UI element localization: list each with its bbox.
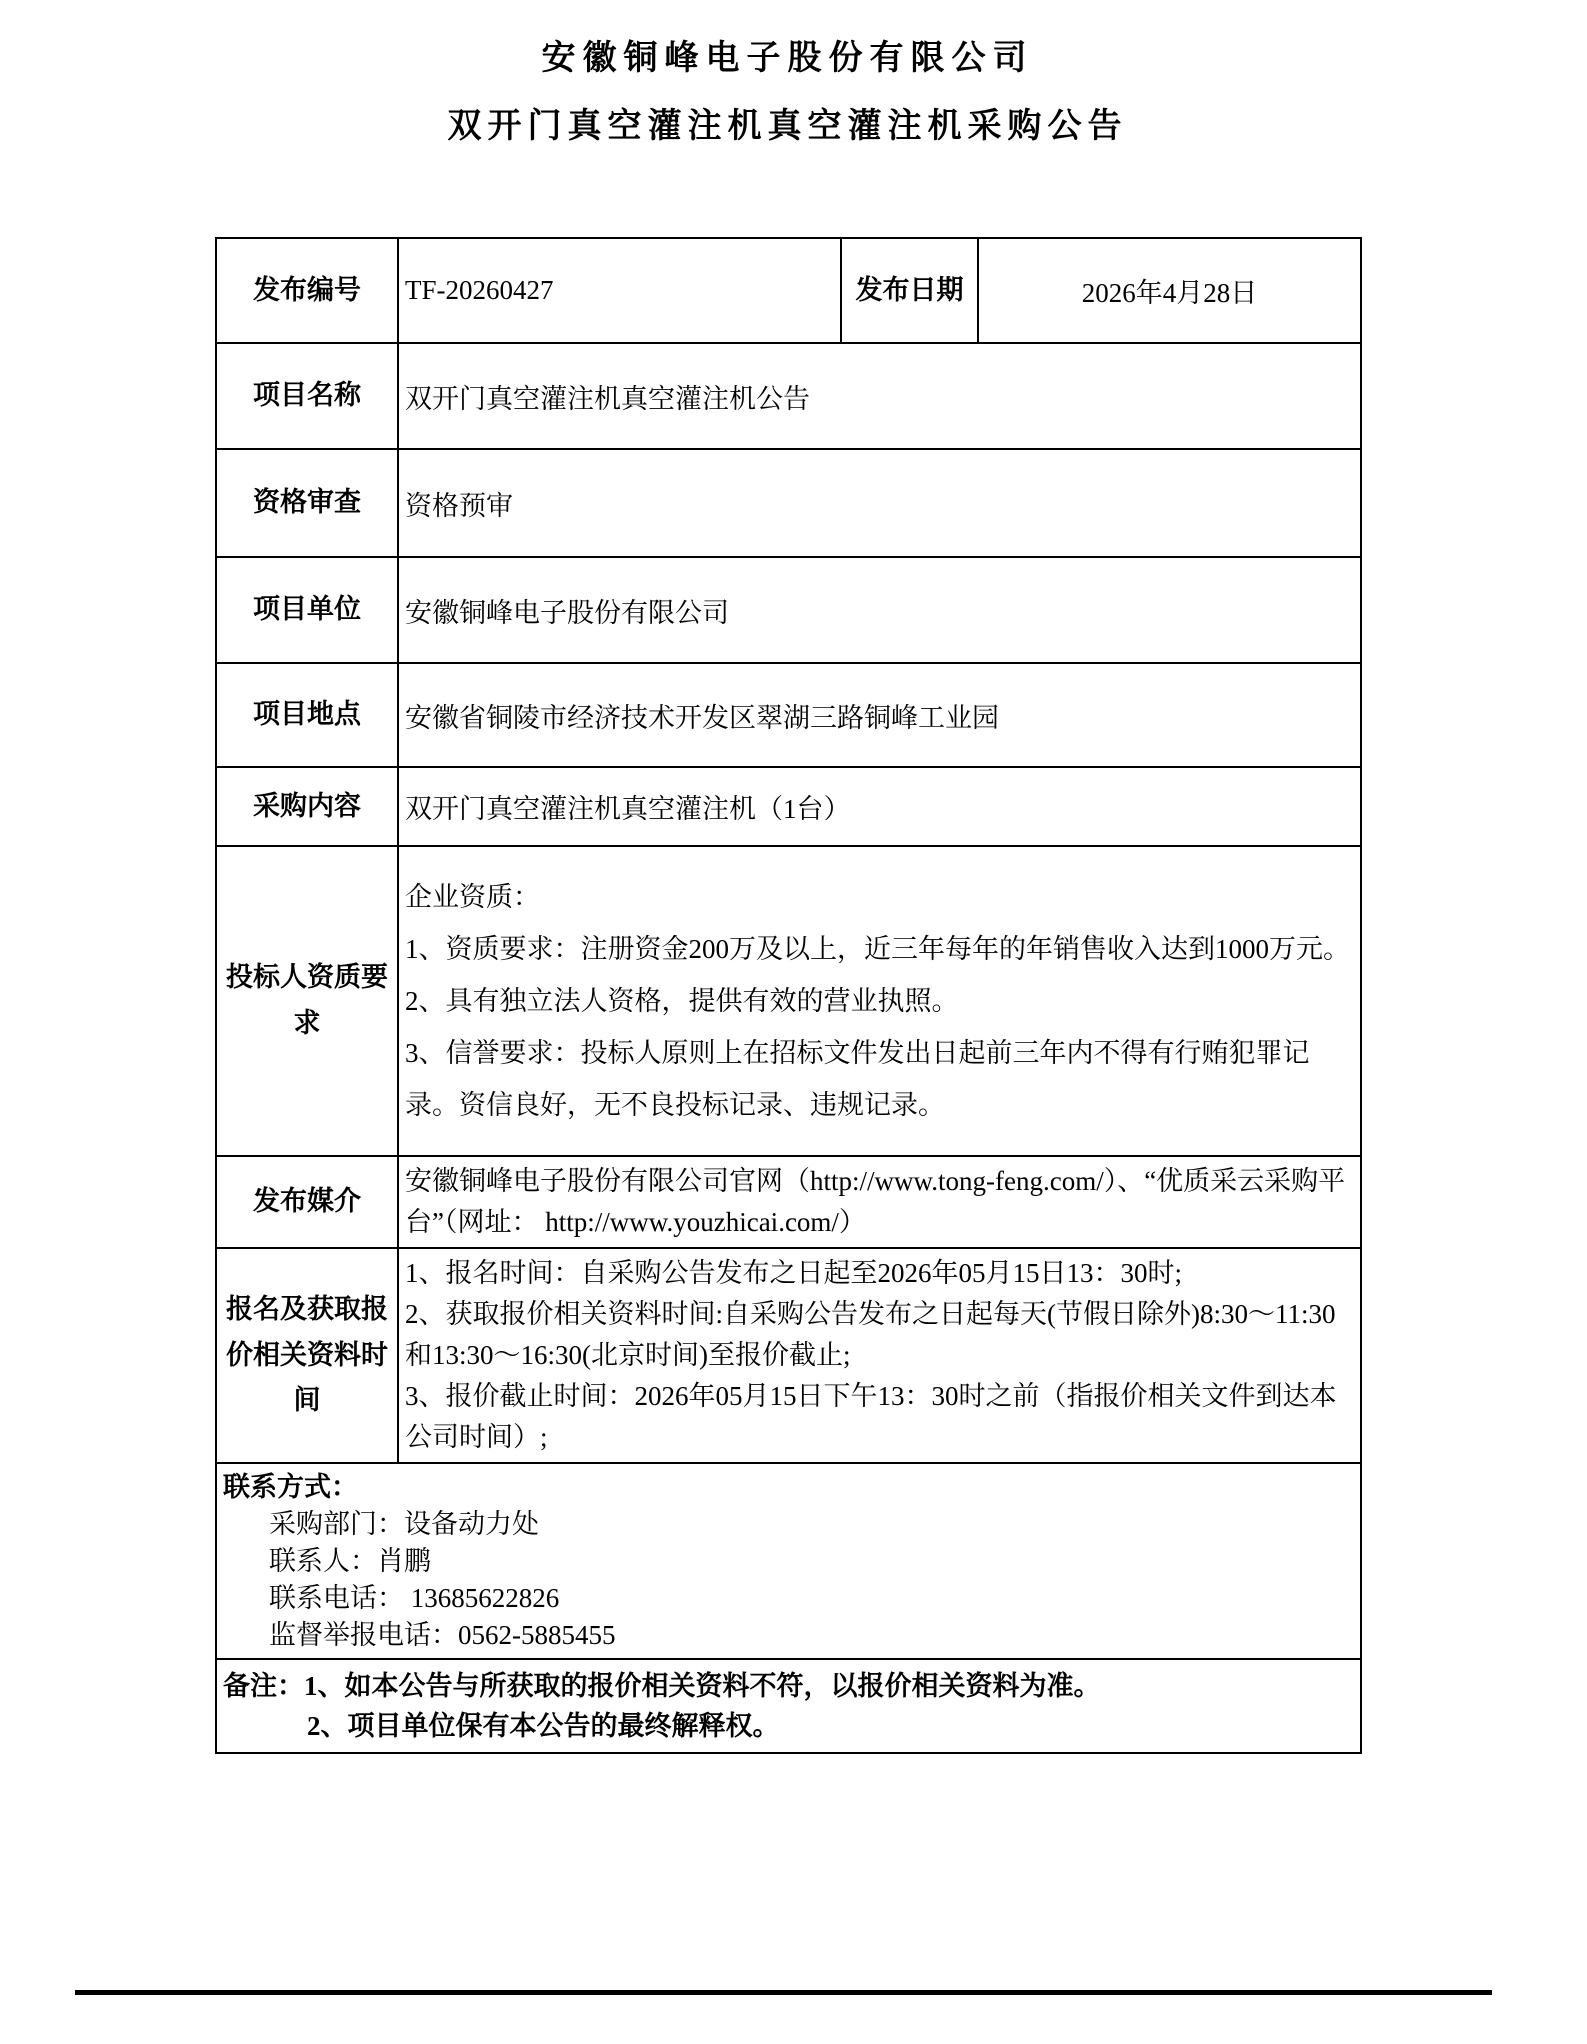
value-project-location: 安徽省铜陵市经济技术开发区翠湖三路铜峰工业园	[398, 663, 1361, 767]
value-project-name: 双开门真空灌注机真空灌注机公告	[398, 343, 1361, 449]
remark-section	[216, 1659, 1361, 1753]
remark-line: 2、项目单位保有本公告的最终解释权。	[307, 1711, 780, 1741]
table-row	[216, 1156, 1361, 1248]
label-schedule: 报名及获取报价相关资料时间	[216, 1248, 398, 1463]
label-publish-media: 发布媒介	[216, 1156, 398, 1248]
value-project-unit: 安徽铜峰电子股份有限公司	[398, 557, 1361, 663]
schedule-line: 1、报名时间：自采购公告发布之日起至2026年05月15日13：30时;	[405, 1258, 1183, 1288]
label-purchase-content: 采购内容	[216, 767, 398, 846]
contact-heading: 联系方式：	[223, 1472, 358, 1502]
label-project-name: 项目名称	[216, 343, 398, 449]
table-row	[216, 449, 1361, 557]
value-bidder-qualification	[398, 846, 1361, 1156]
qualification-line: 1、资质要求：注册资金200万及以上，近三年每年的年销售收入达到1000万元。	[405, 934, 1350, 964]
table-row	[216, 1463, 1361, 1659]
contact-phone: 联系电话： 13685622826	[269, 1583, 560, 1613]
table-row	[216, 1659, 1361, 1753]
table-row	[216, 557, 1361, 663]
contact-department: 采购部门：设备动力处	[269, 1509, 539, 1539]
label-qualification-check: 资格审查	[216, 449, 398, 557]
contact-supervision-phone: 监督举报电话：0562-5885455	[269, 1620, 616, 1650]
label-bidder-qualification: 投标人资质要求	[216, 846, 398, 1156]
qualification-line: 3、信誉要求：投标人原则上在招标文件发出日起前三年内不得有行贿犯罪记录。资信良好，无不良投标记录、违规记录。	[405, 1038, 1310, 1120]
table-row	[216, 238, 1361, 343]
table-row	[216, 767, 1361, 846]
label-project-unit: 项目单位	[216, 557, 398, 663]
page-subtitle: 双开门真空灌注机真空灌注机采购公告	[447, 107, 1128, 145]
table-row	[216, 663, 1361, 767]
value-schedule	[398, 1248, 1361, 1463]
contact-section	[216, 1463, 1361, 1659]
value-publish-number: TF-20260427	[398, 238, 841, 343]
label-project-location: 项目地点	[216, 663, 398, 767]
publish-media-text: 安徽铜峰电子股份有限公司官网（http://www.tong-feng.com/）、“优质采云采购平台”（网址： http://www.youzhicai.com/）	[405, 1166, 1346, 1237]
contact-person: 联系人：肖鹏	[269, 1546, 431, 1576]
label-publish-number: 发布编号	[216, 238, 398, 343]
qualification-line: 2、具有独立法人资格，提供有效的营业执照。	[405, 986, 959, 1016]
page-title: 安徽铜峰电子股份有限公司	[541, 39, 1034, 77]
footer-divider	[75, 1990, 1492, 1995]
value-publish-date: 2026年4月28日	[978, 238, 1361, 343]
qualification-line: 企业资质：	[405, 882, 540, 912]
schedule-line: 3、报价截止时间：2026年05月15日下午13：30时之前（指报价相关文件到达本公司时间）;	[405, 1381, 1337, 1452]
table-row	[216, 343, 1361, 449]
value-purchase-content: 双开门真空灌注机真空灌注机（1台）	[398, 767, 1361, 846]
schedule-line: 2、获取报价相关资料时间:自采购公告发布之日起每天(节假日除外)8:30～11:30和13:30～16:30(北京时间)至报价截止;	[405, 1299, 1336, 1370]
table-row	[216, 1248, 1361, 1463]
value-publish-media	[398, 1156, 1361, 1248]
remark-line: 备注：1、如本公告与所获取的报价相关资料不符，以报价相关资料为准。	[223, 1671, 1101, 1701]
table-row	[216, 846, 1361, 1156]
announcement-table	[215, 237, 1362, 1754]
label-publish-date: 发布日期	[841, 238, 978, 343]
value-qualification-check: 资格预审	[398, 449, 1361, 557]
